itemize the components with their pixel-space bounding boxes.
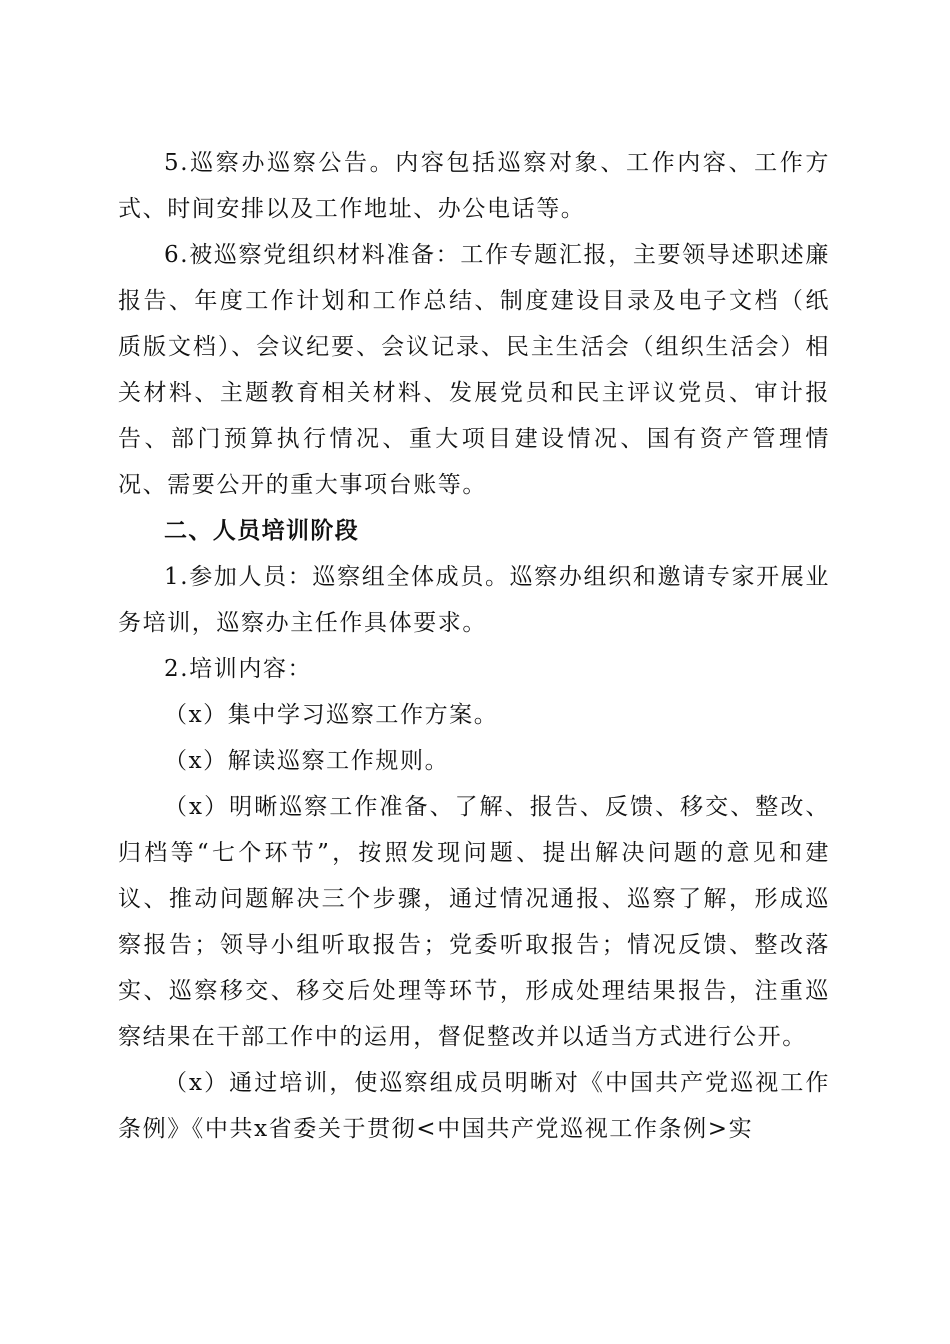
- list-item-seven-links: （x）明晰巡察工作准备、了解、报告、反馈、移交、整改、归档等“七个环节”，按照发现问题、提出解决问题的意见和建议、推动问题解决三个步骤，通过情况通报、巡察了解，形成巡察报告；领导小组听取报告；党委听取报告；情况反馈、整改落实、巡察移交、移交后处理等环节，形成处理结果报告，注重巡察结果在干部工作中的运用，督促整改并以适当方式进行公开。: [118, 794, 830, 1050]
- paragraph-training-content: 2.培训内容：: [164, 656, 313, 682]
- document-body: [118, 140, 830, 1152]
- list-item-study-plan: （x）集中学习巡察工作方案。: [164, 702, 499, 728]
- paragraph-participants: 1.参加人员：巡察组全体成员。巡察办组织和邀请专家开展业务培训，巡察办主任作具体要求。: [118, 564, 830, 636]
- list-item-regulations: （x）通过培训，使巡察组成员明晰对《中国共产党巡视工作条例》《中共x省委关于贯彻<中国共产党巡视工作条例>实: [118, 1070, 830, 1142]
- list-item-rules: （x）解读巡察工作规则。: [164, 748, 450, 774]
- paragraph-announcement: 5.巡察办巡察公告。内容包括巡察对象、工作内容、工作方式、时间安排以及工作地址、办公电话等。: [118, 150, 830, 222]
- section-heading-training: 二、人员培训阶段: [164, 518, 360, 544]
- paragraph-materials: 6.被巡察党组织材料准备：工作专题汇报，主要领导述职述廉报告、年度工作计划和工作总结、制度建设目录及电子文档（纸质版文档）、会议纪要、会议记录、民主生活会（组织生活会）相关材料、主题教育相关材料、发展党员和民主评议党员、审计报告、部门预算执行情况、重大项目建设情况、国有资产管理情况、需要公开的重大事项台账等。: [118, 242, 830, 498]
